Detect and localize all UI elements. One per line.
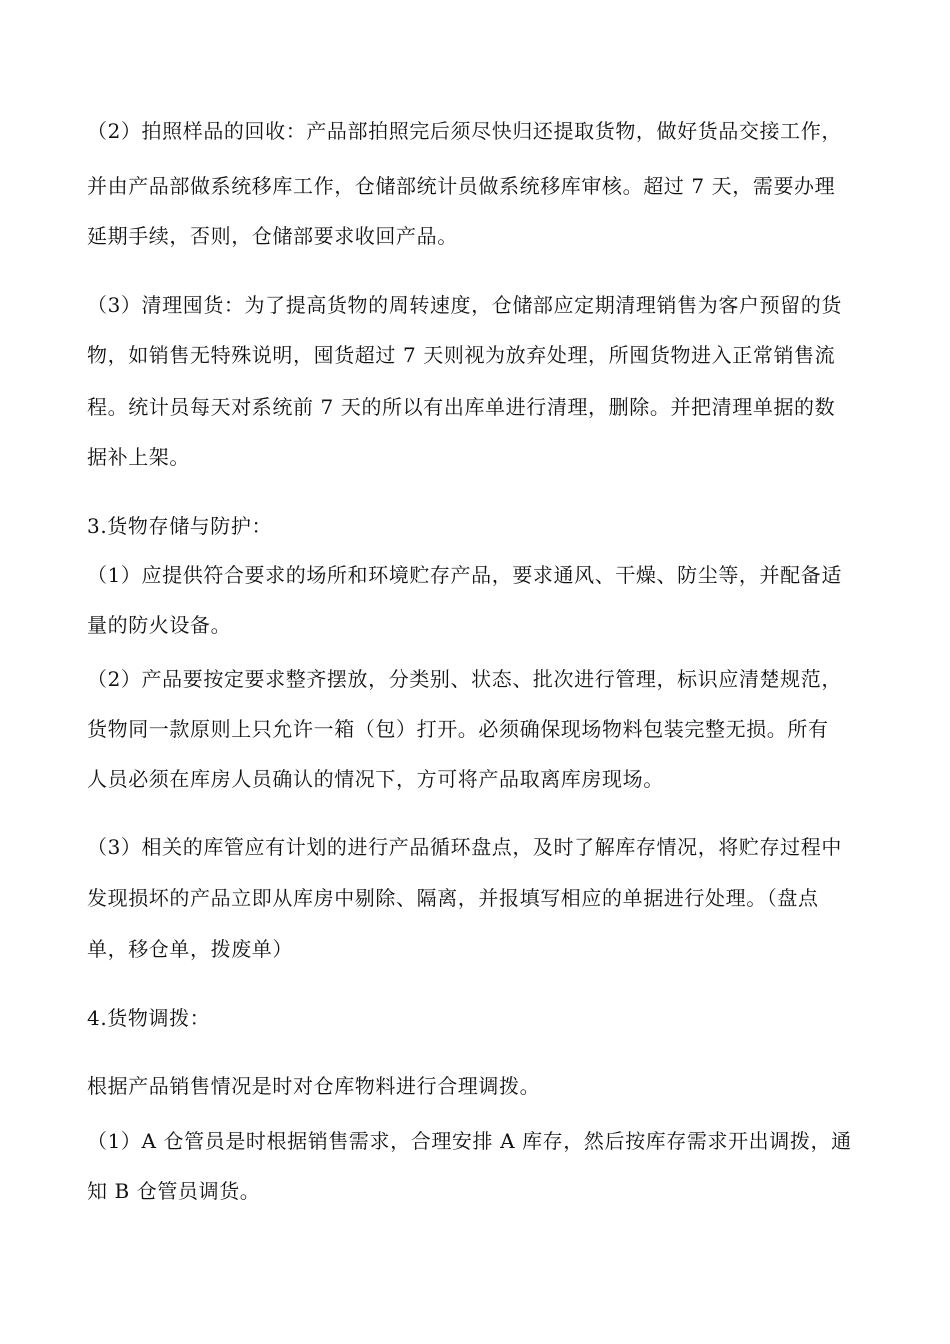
text-line: 并由产品部做系统移库工作，仓储部统计员做系统移库审核。超过 7 天，需要办理 xyxy=(87,174,836,198)
text-line: 程。统计员每天对系统前 7 天的所以有出库单进行清理，删除。并把清理单据的数 xyxy=(87,395,836,419)
text-line: （1）A 仓管员是时根据销售需求，合理安排 A 库存，然后按库存需求开出调拨，通 xyxy=(87,1129,852,1153)
section-heading: 4.货物调拨： xyxy=(87,1006,211,1030)
text-line: 物，如销售无特殊说明，囤货超过 7 天则视为放弃处理，所囤货物进入正常销售流 xyxy=(87,343,836,367)
text-line: 知 B 仓管员调货。 xyxy=(87,1179,261,1203)
text-line: （2）拍照样品的回收：产品部拍照完后须尽快归还提取货物，做好货品交接工作， xyxy=(87,119,842,143)
text-line: 延期手续，否则，仓储部要求收回产品。 xyxy=(87,224,458,248)
text-line: （3）清理囤货：为了提高货物的周转速度，仓储部应定期清理销售为客户预留的货 xyxy=(87,293,842,317)
text-line: （2）产品要按定要求整齐摆放，分类别、状态、批次进行管理，标识应清楚规范， xyxy=(87,667,842,691)
text-line: 货物同一款原则上只允许一箱（包）打开。必须确保现场物料包装完整无损。所有 xyxy=(87,717,829,741)
text-line: （1）应提供符合要求的场所和环境贮存产品，要求通风、干燥、防尘等，并配备适 xyxy=(87,563,842,587)
section-heading: 3.货物存储与防护： xyxy=(87,514,273,538)
text-line: 发现损坏的产品立即从库房中剔除、隔离，并报填写相应的单据进行处理。（盘点 xyxy=(87,886,819,910)
text-line: （3）相关的库管应有计划的进行产品循环盘点，及时了解库存情况，将贮存过程中 xyxy=(87,835,842,859)
text-line: 量的防火设备。 xyxy=(87,613,232,637)
text-line: 人员必须在库房人员确认的情况下，方可将产品取离库房现场。 xyxy=(87,767,664,791)
text-line: 据补上架。 xyxy=(87,445,190,469)
text-line: 单，移仓单，拨废单） xyxy=(87,937,293,961)
text-line: 根据产品销售情况是时对仓库物料进行合理调拨。 xyxy=(87,1074,541,1098)
